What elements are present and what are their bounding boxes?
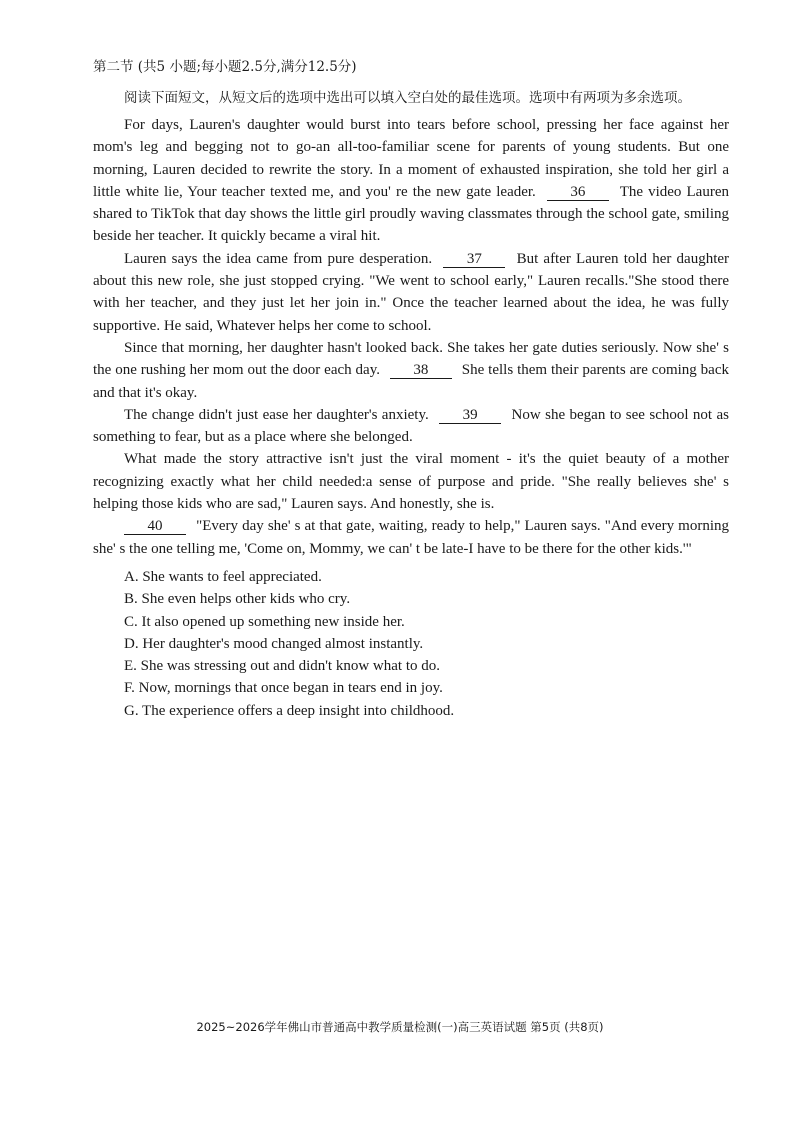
paragraph-2-text-after: But after Lauren told her daughter about this new role, she just stopped crying. "We went to school early," Lauren recalls."She stood there with her teacher, and they just let her join in." Once the teacher learned about the idea, he was fully supportive. He said, Whatever helps her come to school. [93, 250, 730, 334]
blank-38[interactable]: 38 [390, 362, 452, 379]
option-a[interactable]: A. She wants to feel appreciated. [124, 569, 322, 585]
blank-39[interactable]: 39 [439, 407, 501, 424]
option-f[interactable]: F. Now, mornings that once began in tears end in joy. [124, 680, 443, 697]
paragraph-2 [93, 248, 729, 337]
paragraph-6-text: "Every day she' s at that gate, waiting, ready to help," Lauren says. "And every morning she' s the one telling me, 'Come on, Mommy, we can' t be late-I have to be there for the other kids.'" [93, 518, 729, 557]
paragraph-4-text: The change didn't just ease her daughter's anxiety. [124, 406, 429, 423]
paragraph-1-text: For days, Lauren's daughter would burst into tears before school, pressing her face against her mom's leg and begging not to go-an all-too-familiar scene for parents of young students. But one morning, Lauren decided to rewrite the story. In a moment of exhausted inspiration, she told her girl a little white lie, Your teacher texted me, and you' re the new gate leader. [93, 117, 729, 200]
paragraph-6 [93, 515, 729, 560]
paragraph-3-text-after: She tells them their parents are coming back and that it's okay. [93, 362, 729, 401]
option-e[interactable]: E. She was stressing out and didn't know what to do. [124, 658, 441, 675]
paragraph-5 [93, 448, 729, 515]
paragraph-1-text-after: The video Lauren shared to TikTok that day shows the little girl proudly waving classmates through the school gate, smiling beside her teacher. It quickly became a viral hit. [93, 183, 729, 245]
paragraph-4 [93, 404, 729, 449]
paragraph-1 [93, 114, 729, 248]
reading-passage [93, 114, 729, 560]
option-b[interactable]: B. She even helps other kids who cry. [124, 591, 351, 608]
instruction-text: 阅读下面短文，从短文后的选项中选出可以填入空白处的最佳选项。选项中有两项为多余选项。 [124, 90, 691, 106]
paragraph-4-text-after: Now she began to see school not as something to fear, but as a place where she belonged. [93, 406, 729, 446]
option-c[interactable]: C. It also opened up something new inside her. [124, 613, 405, 630]
page-footer: 2025~2026学年佛山市普通高中教学质量检测(一)高三英语试题 第5页 (共8页) [196, 1020, 604, 1034]
options-list [124, 566, 454, 722]
option-d[interactable]: D. Her daughter's mood changed almost instantly. [124, 635, 424, 652]
blank-36[interactable]: 36 [547, 184, 609, 201]
blank-37[interactable]: 37 [443, 251, 505, 268]
section-header: 第二节 (共5 小题;每小题2.5分,满分12.5分) [93, 59, 357, 75]
paragraph-2-text: Lauren says the idea came from pure desperation. [124, 250, 433, 267]
paragraph-3 [93, 337, 729, 404]
blank-40[interactable]: 40 [124, 518, 186, 535]
option-g[interactable]: G. The experience offers a deep insight into childhood. [124, 702, 455, 719]
paragraph-3-text: Since that morning, her daughter hasn't looked back. She takes her gate duties seriously. Now she' s the one rushing her mom out the door each day. [93, 339, 729, 379]
paragraph-5-text: What made the story attractive isn't just the viral moment - it's the quiet beauty of a mother recognizing exactly what her child needed:a sense of purpose and pride. "She really believes she' s helping those kids who are sad," Lauren says. And honestly, she is. [93, 451, 729, 513]
